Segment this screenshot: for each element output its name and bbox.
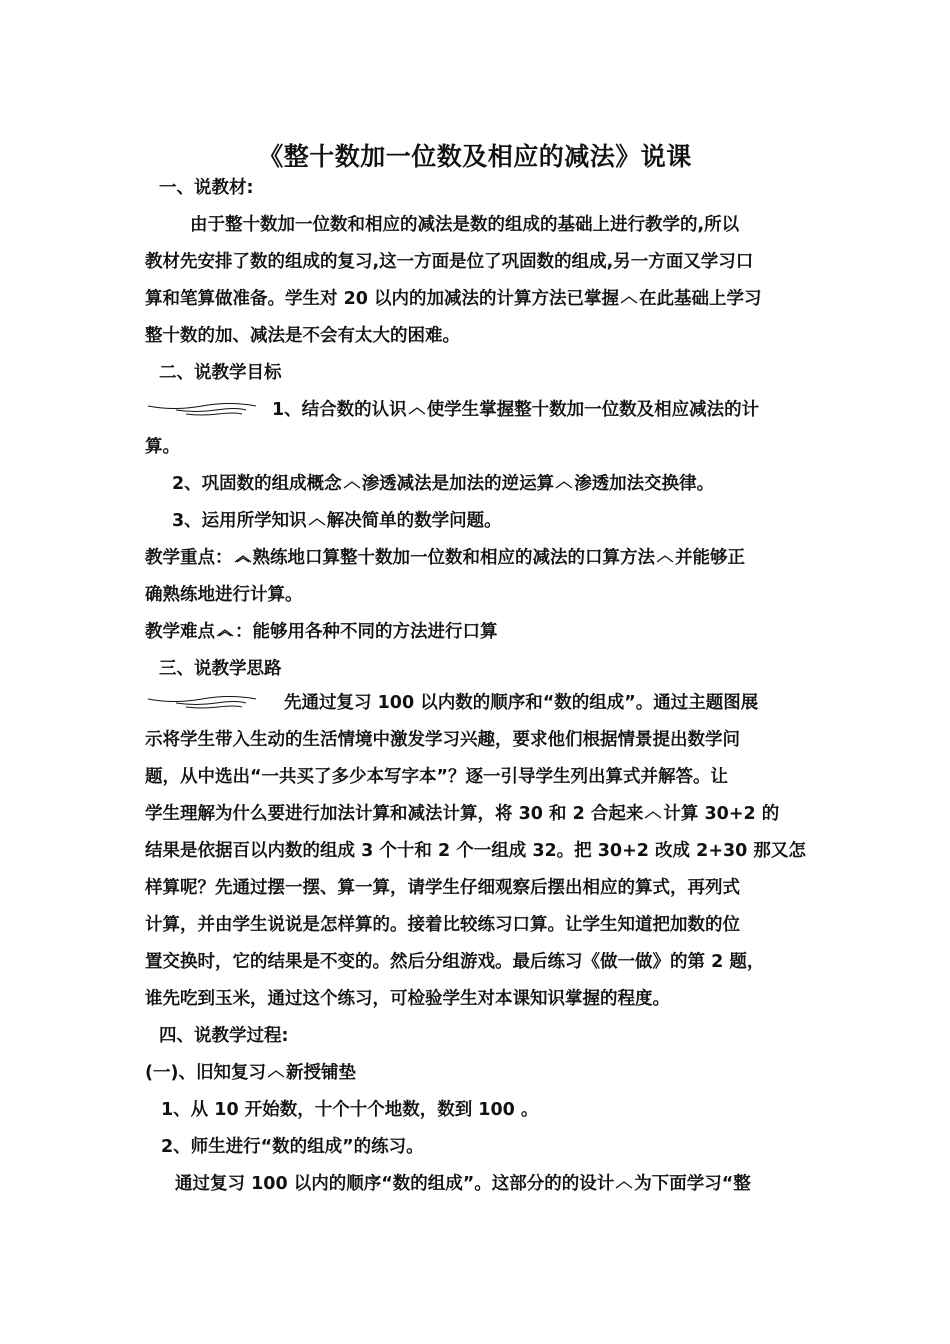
section-heading-goals: 二、说教学目标 xyxy=(159,363,282,383)
document-title: 《整十数加一位数及相应的减法》说课 xyxy=(258,142,692,171)
goal-item-1-continued: 算。 xyxy=(145,437,180,457)
paragraph-line: 整十数的加、减法是不会有太大的困难。 xyxy=(145,326,460,346)
text-segment: 为下面学习“整 xyxy=(634,1174,751,1194)
paragraph-line xyxy=(145,288,815,310)
caret-mark-icon xyxy=(620,294,638,304)
caret-mark-icon xyxy=(308,516,326,526)
text-segment: 并能够正 xyxy=(675,548,745,568)
paragraph-line xyxy=(175,1173,845,1195)
text-segment: 教学难点 xyxy=(145,622,215,642)
wavy-lines-icon xyxy=(146,696,258,712)
paragraph-line: 置交换时，它的结果是不变的。然后分组游戏。最后练习《做一做》的第 2 题， xyxy=(145,952,765,972)
text-segment: 熟练地口算整十数加一位数和相应的减法的口算方法 xyxy=(252,548,655,568)
list-item: 1、从 10 开始数，十个十个地数，数到 100 。 xyxy=(161,1100,539,1120)
paragraph-line: 结果是依据百以内数的组成 3 个十和 2 个一组成 32。把 30+2 改成 2+30 那又怎 xyxy=(145,841,806,861)
caret-mark-icon xyxy=(234,553,252,563)
text-segment: 1、结合数的认识 xyxy=(272,400,407,420)
caret-mark-icon xyxy=(343,479,361,489)
paragraph-line: 谁先吃到玉米，通过这个练习，可检验学生对本课知识掌握的程度。 xyxy=(145,989,670,1009)
caret-mark-icon xyxy=(644,809,662,819)
text-segment: 渗透加法交换律。 xyxy=(574,474,715,494)
section-heading-approach: 三、说教学思路 xyxy=(159,659,282,679)
text-segment: 学生理解为什么要进行加法计算和减法计算，将 30 和 2 合起来 xyxy=(145,804,644,824)
text-segment: 使学生掌握整十数加一位数及相应减法的计 xyxy=(426,400,760,420)
paragraph-line xyxy=(145,803,815,825)
caret-mark-icon xyxy=(555,479,573,489)
text-segment: 2、巩固数的组成概念 xyxy=(172,474,342,494)
section-heading-process: 四、说教学过程: xyxy=(159,1026,289,1046)
paragraph-line: 教材先安排了数的组成的复习,这一方面是位了巩固数的组成,另一方面又学习口 xyxy=(145,252,754,272)
goal-item-2 xyxy=(172,473,842,495)
difficult-point xyxy=(145,621,815,643)
text-segment: 教学重点： xyxy=(145,548,233,568)
text-segment: 在此基础上学习 xyxy=(639,289,762,309)
paragraph-line: 由于整十数加一位数和相应的减法是数的组成的基础上进行教学的,所以 xyxy=(190,215,740,235)
wavy-lines-icon xyxy=(146,403,258,419)
text-segment: ：能够用各种不同的方法进行口算 xyxy=(235,622,498,642)
section-heading-textbook: 一、说教材: xyxy=(159,178,254,198)
paragraph-line: 示将学生带入生动的生活情境中激发学习兴趣，要求他们根据情景提出数学问 xyxy=(145,730,740,750)
caret-mark-icon xyxy=(216,627,234,637)
goal-item-3 xyxy=(172,510,842,532)
text-segment: 算和笔算做准备。学生对 20 以内的加减法的计算方法已掌握 xyxy=(145,289,620,309)
caret-mark-icon xyxy=(267,1068,285,1078)
subsection-heading xyxy=(145,1062,815,1084)
text-segment: 解决简单的数学问题。 xyxy=(326,511,502,531)
caret-mark-icon xyxy=(408,405,426,415)
text-segment: 新授铺垫 xyxy=(286,1063,356,1083)
goal-item-1 xyxy=(272,399,942,421)
paragraph-line: 样算呢？先通过摆一摆、算一算，请学生仔细观察后摆出相应的算式，再列式 xyxy=(145,878,740,898)
key-point-continued: 确熟练地进行计算。 xyxy=(145,585,303,605)
paragraph-line: 题，从中选出“一共买了多少本写字本”？逐一引导学生列出算式并解答。让 xyxy=(145,767,729,787)
paragraph-line: 先通过复习 100 以内数的顺序和“数的组成”。通过主题图展 xyxy=(284,693,759,713)
text-segment: 渗透减法是加法的逆运算 xyxy=(361,474,555,494)
text-segment: (一)、旧知复习 xyxy=(145,1063,266,1083)
paragraph-line: 计算，并由学生说说是怎样算的。接着比较练习口算。让学生知道把加数的位 xyxy=(145,915,740,935)
text-segment: 3、运用所学知识 xyxy=(172,511,307,531)
key-point xyxy=(145,547,815,569)
text-segment: 计算 30+2 的 xyxy=(663,804,780,824)
caret-mark-icon xyxy=(615,1179,633,1189)
text-segment: 通过复习 100 以内的顺序“数的组成”。这部分的的设计 xyxy=(175,1174,615,1194)
list-item: 2、师生进行“数的组成”的练习。 xyxy=(161,1137,424,1157)
caret-mark-icon xyxy=(656,553,674,563)
